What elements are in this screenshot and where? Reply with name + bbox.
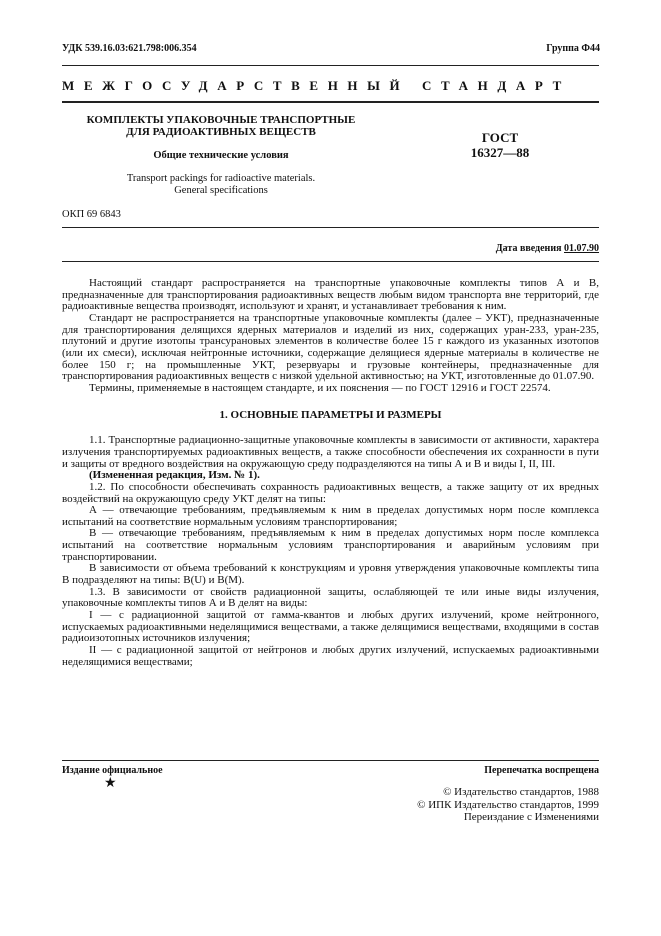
gost-number: 16327—88	[470, 145, 530, 160]
section-heading: 1. ОСНОВНЫЕ ПАРАМЕТРЫ И РАЗМЕРЫ	[219, 408, 442, 421]
amendment-note: (Измененная редакция, Изм. № 1).	[89, 469, 260, 482]
english-title	[62, 173, 380, 197]
document-body	[62, 278, 599, 668]
title-line-1: КОМПЛЕКТЫ УПАКОВОЧНЫЕ ТРАНСПОРТНЫЕ	[86, 114, 356, 126]
group-code: Группа Ф44	[546, 43, 600, 54]
copyright-block	[417, 786, 599, 824]
copyright-line-1: © Издательство стандартов, 1988	[443, 786, 599, 798]
paragraph: Настоящий стандарт распространяется на транспортные упаковочные комплекты типов А и В, предназначенные для транспортирования радиоактивных веществ любым видом транспорта вне территорий, где радиоактивные вещества производят, используют и хранят, и устанавливает требования к ним.	[62, 277, 599, 313]
paragraph: II — с радиационной защитой от нейтронов и любых других излучений, испускаемых радиоактивными неделящимися веществами;	[62, 644, 599, 668]
date-label: Дата введения	[495, 243, 562, 254]
reprint-prohibited-label: Перепечатка воспрещена	[484, 765, 599, 776]
okp-divider	[62, 227, 599, 228]
english-title-line-2: General specifications	[174, 185, 268, 196]
header-divider	[62, 101, 599, 103]
paragraph: А — отвечающие требованиям, предъявляемым к ним в пределах допустимых норм после комплекса испытаний на соответствие нормальным условиям транспортирования;	[62, 504, 599, 528]
top-divider	[62, 65, 599, 66]
paragraph: I — с радиационной защитой от гамма-квантов и любых других излучений, кроме нейтронного, испускаемых радиоактивными неделящимися веществами, а также делящимися веществами, входящими в состав радиоизотопных источников излучения;	[62, 609, 599, 645]
gost-label: ГОСТ	[481, 130, 519, 145]
paragraph: 1.3. В зависимости от свойств радиационной защиты, ослабляющей те или иные виды излучения, упаковочные комплекты типов А и В делят на виды:	[62, 585, 599, 610]
paragraph: В зависимости от объема требований к конструкциям и уровня утверждения упаковочные комплекты типа В подразделяют на типы: В(U) и В(М).	[62, 562, 599, 587]
official-edition-label: Издание официальное	[62, 765, 163, 776]
document-subtitle: Общие технические условия	[153, 150, 289, 161]
footer-divider	[62, 760, 599, 761]
copyright-line-2: © ИПК Издательство стандартов, 1999	[417, 798, 599, 811]
udk-code: УДК 539.16.03:621.798:006.354	[62, 43, 197, 54]
document-title	[62, 114, 380, 138]
okp-code: ОКП 69 6843	[62, 209, 121, 220]
paragraph: В — отвечающие требованиям, предъявляемым к ним в пределах допустимых норм после комплекса испытаний на соответствие нормальным условиям транспортирования и аварийным условиям при транспортировании.	[62, 527, 599, 563]
date-divider	[62, 261, 599, 262]
interstate-standard-heading: МЕЖГОСУДАРСТВЕННЫЙ СТАНДАРТ	[62, 78, 571, 93]
paragraph: 1.1. Транспортные радиационно-защитные упаковочные комплекты в зависимости от активности, характера излучения транспортируемых радиоактивных веществ, а также способности обеспечения их сохранности в пути и защиты от вредного воздействия на окружающую среду подразделяются на типы А и В и виды I, II, III.	[62, 434, 599, 470]
reissue-note: Переиздание с Изменениями	[463, 811, 599, 823]
date-value: 01.07.90	[564, 243, 599, 254]
paragraph: Стандарт не распространяется на транспортные упаковочные комплекты (далее – УКТ), предназначенные для транспортирования делящихся ядерных материалов и изделий из них, содержащих уран-233, уран-235, плутоний и другие изотопы трансурановых элементов в количестве более 15 г каждого из указанных изотопов (или их смеси), исключая нейтронные источники, содержащие делящиеся ядерные материалы в количестве не более 150 г; на промышленные УКТ, резервуары и грузовые контейнеры, предназначенные для транспортирования радиоактивных веществ с низкой удельной активностью; на УКТ, изготовленные до 01.07.90.	[62, 311, 599, 383]
gost-designation	[445, 130, 555, 160]
paragraph: 1.2. По способности обеспечивать сохранность радиоактивных веществ, а также защиту от их вредных воздействий на окружающую среду УКТ делят на типы:	[62, 480, 599, 505]
effective-date	[496, 243, 599, 254]
paragraph: Термины, применяемые в настоящем стандарте, и их пояснения — по ГОСТ 12916 и ГОСТ 22574.	[89, 381, 551, 394]
star-icon: ★	[104, 776, 117, 791]
english-title-line-1: Transport packings for radioactive materials.	[126, 173, 316, 184]
title-line-2: ДЛЯ РАДИОАКТИВНЫХ ВЕЩЕСТВ	[126, 126, 316, 138]
